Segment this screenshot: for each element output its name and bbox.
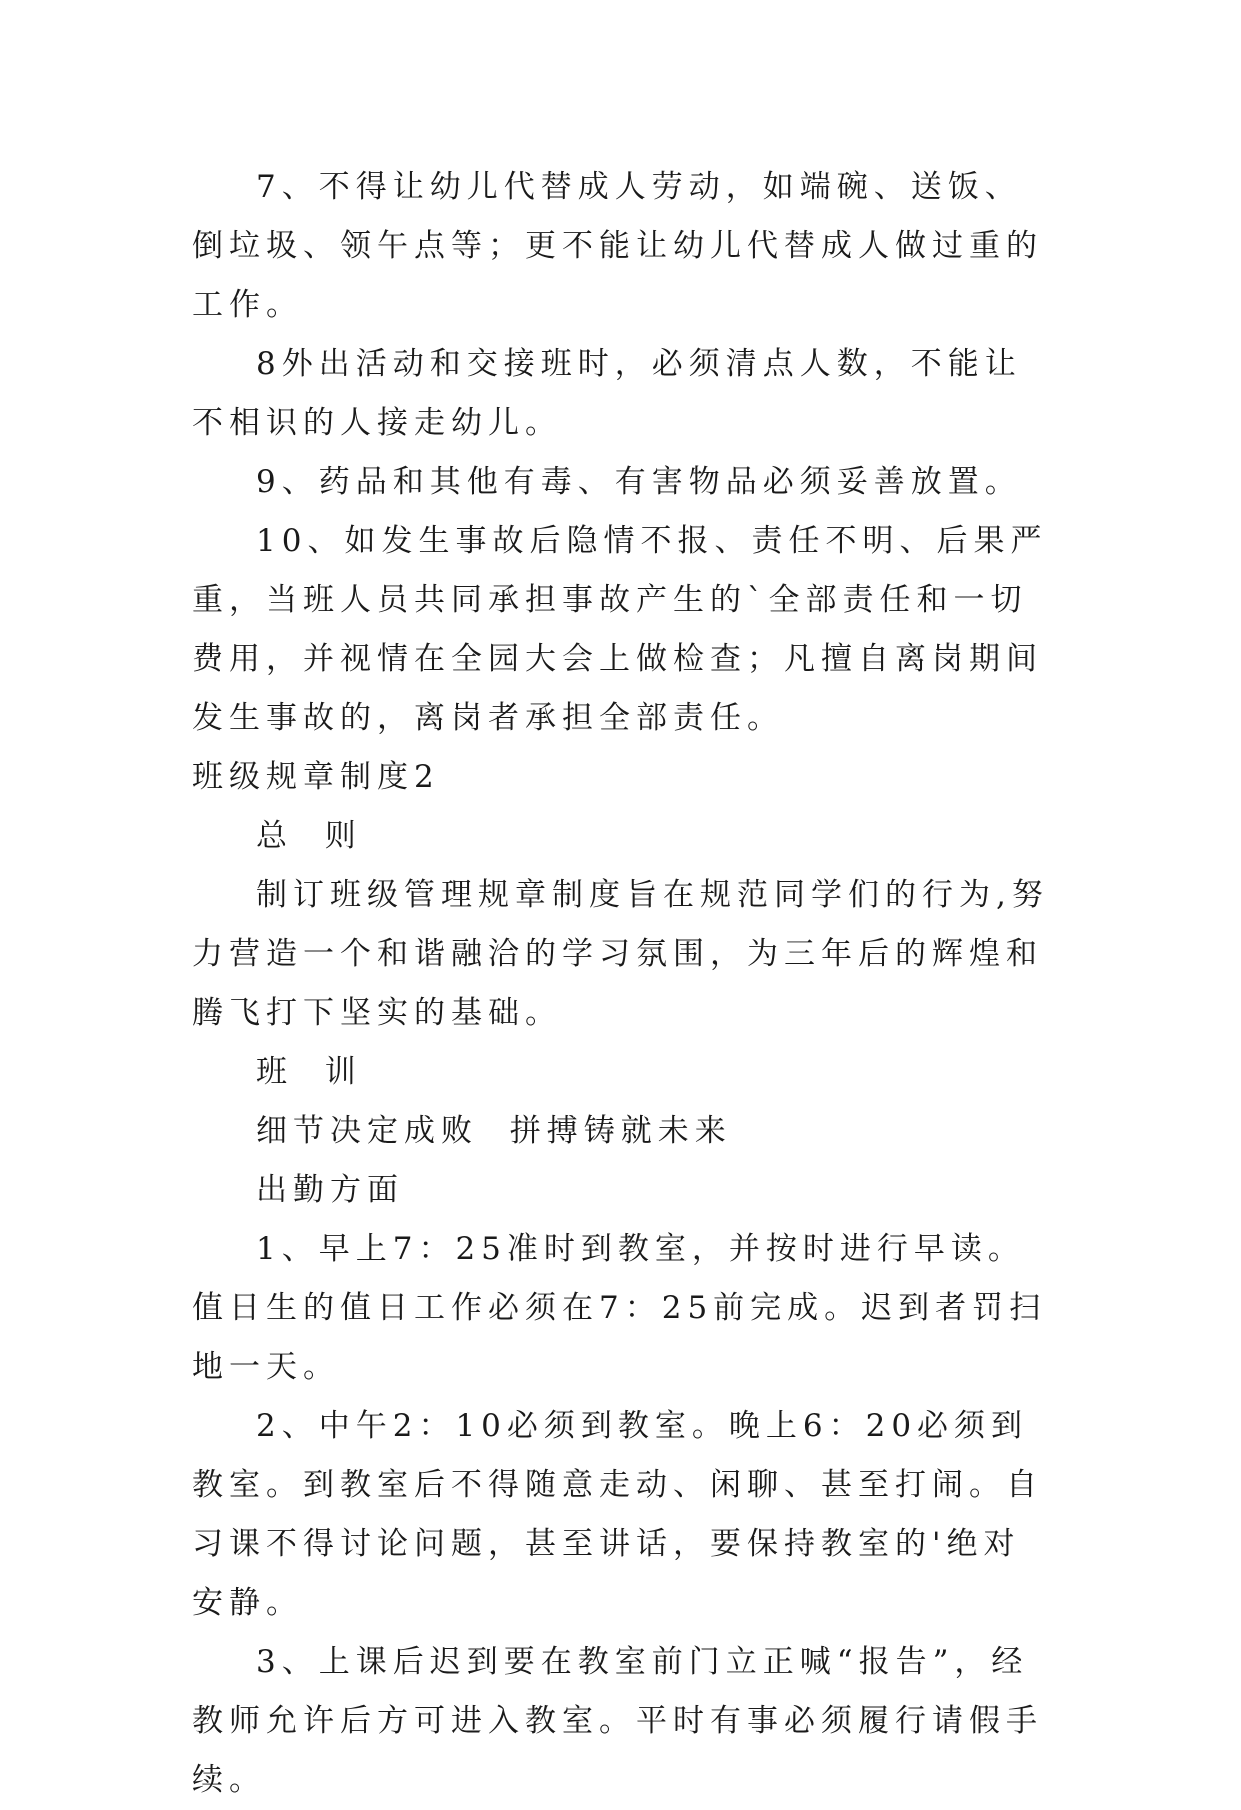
- paragraph-rule-10: 10、如发生事故后隐情不报、责任不明、后果严重，当班人员共同承担事故产生的`全部责任和一切费用，并视情在全园大会上做检查；凡擅自离岗期间发生事故的，离岗者承担全部责任。: [192, 523, 1048, 736]
- paragraph-attendance-2: 2、中午2：10必须到教室。晚上6：20必须到教室。到教室后不得随意走动、闲聊、甚至打闹。自习课不得讨论问题，甚至讲话，要保持教室的'绝对安静。: [192, 1408, 1043, 1621]
- subheading-motto: 班 训: [256, 1054, 362, 1090]
- section-title: 班级规章制度2: [192, 759, 440, 795]
- paragraph-general: 制订班级管理规章制度旨在规范同学们的行为,努力营造一个和谐融洽的学习氛围，为三年后的辉煌和腾飞打下坚实的基础。: [192, 877, 1049, 1031]
- paragraph-rule-9: 9、药品和其他有毒、有害物品必须妥善放置。: [256, 464, 1022, 500]
- subheading-attendance: 出勤方面: [256, 1172, 404, 1208]
- subheading-general: 总 则: [256, 818, 362, 854]
- paragraph-rule-8: 8外出活动和交接班时，必须清点人数，不能让不相识的人接走幼儿。: [192, 346, 1022, 441]
- document-body: [192, 158, 1052, 1810]
- paragraph-rule-7: 7、不得让幼儿代替成人劳动，如端碗、送饭、倒垃圾、领午点等；更不能让幼儿代替成人做过重的工作。: [192, 169, 1043, 323]
- paragraph-motto: 细节决定成败 拼搏铸就未来: [256, 1113, 732, 1149]
- paragraph-attendance-1: 1、早上7：25准时到教室，并按时进行早读。值日生的值日工作必须在7：25前完成。迟到者罚扫地一天。: [192, 1231, 1047, 1385]
- paragraph-attendance-3: 3、上课后迟到要在教室前门立正喊“报告”，经教师允许后方可进入教室。平时有事必须履行请假手续。: [192, 1644, 1043, 1798]
